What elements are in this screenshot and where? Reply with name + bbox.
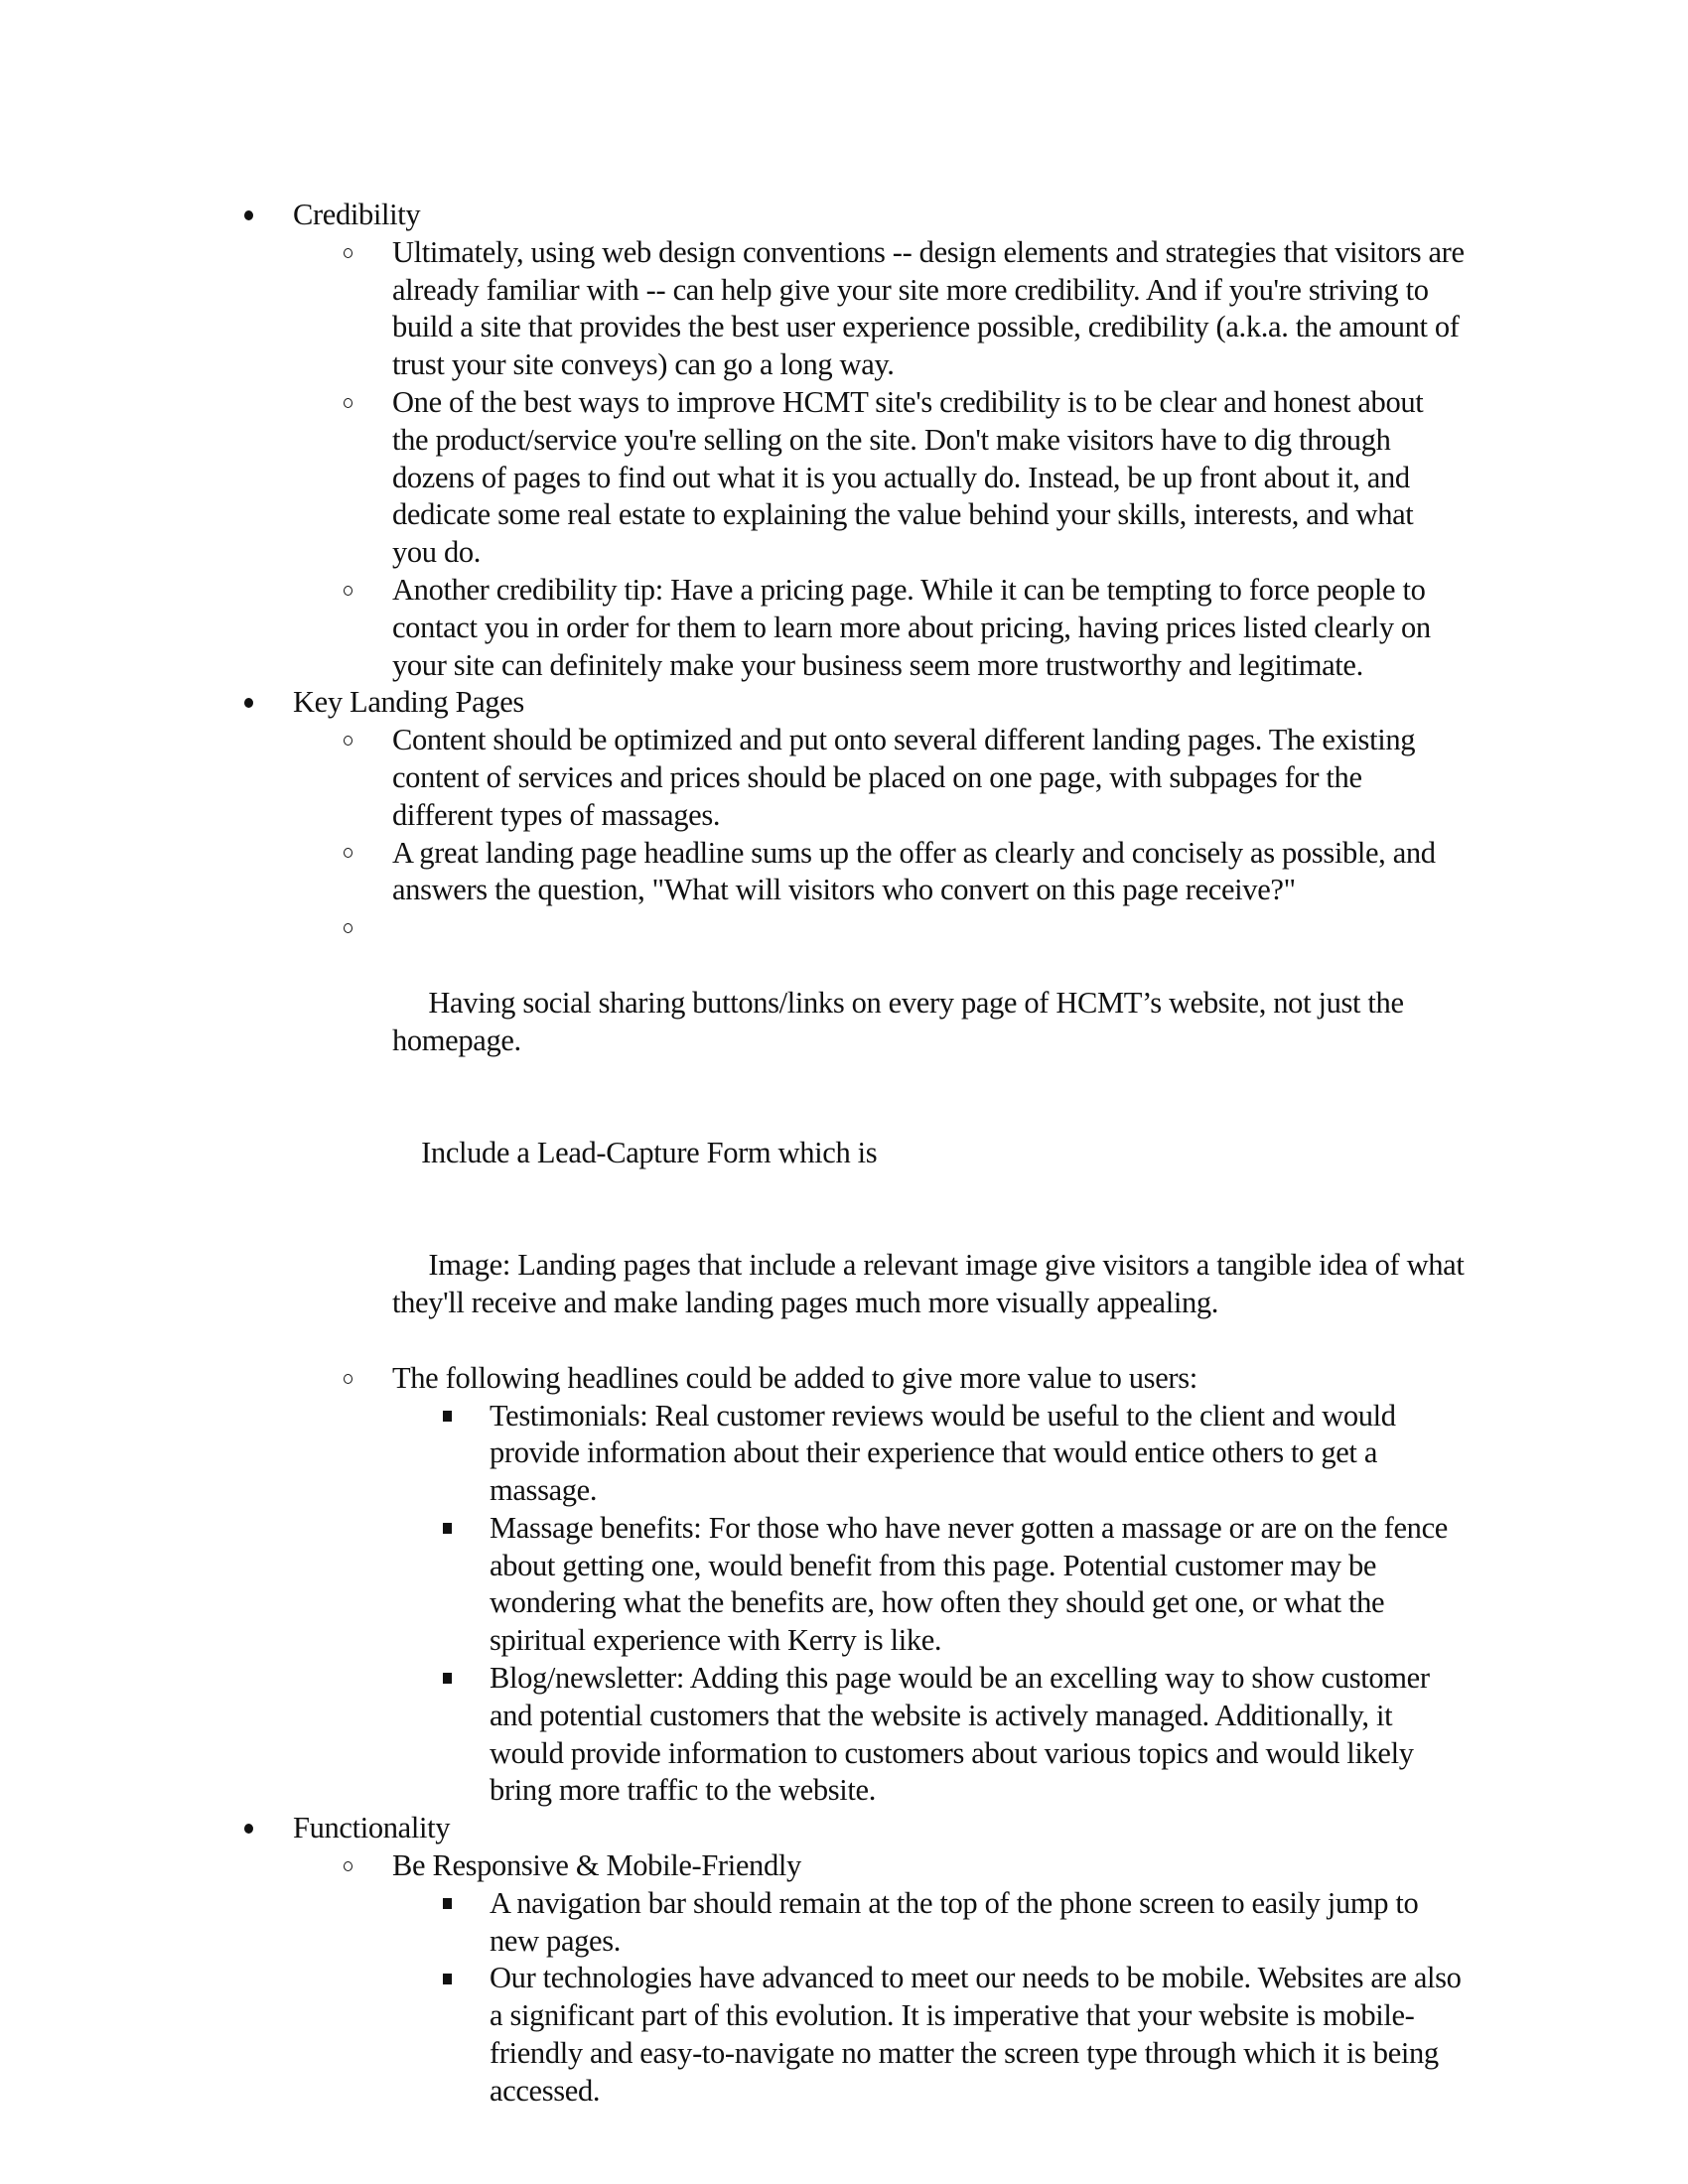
list-item [0, 1360, 1465, 1398]
heading-text: Key Landing Pages [293, 685, 524, 720]
bullet-circle-icon [344, 722, 352, 759]
bullet-circle-icon [344, 1847, 352, 1885]
sub-list-item [0, 1885, 1465, 1961]
bullet-square-icon [443, 1398, 452, 1435]
item-text: The following headlines could be added to give more value to users: [392, 1360, 1197, 1395]
document-page [0, 197, 1688, 2111]
list-item [0, 1847, 1465, 1885]
bullet-square-icon [443, 1660, 452, 1698]
bullet-circle-icon [344, 572, 352, 610]
bullet-circle-icon [344, 384, 352, 422]
section-heading-credibility [0, 197, 1465, 234]
list-item [0, 909, 1465, 1097]
section-heading-key-landing-pages [0, 684, 1465, 722]
heading-text: Credibility [293, 198, 421, 231]
continuation-paragraph [0, 1097, 1465, 1209]
continuation-text: Image: Landing pages that include a relevant image give visitors a tangible idea of what they'll receive and make landing pages much more visually appealing. [392, 1248, 1472, 1320]
section-heading-functionality [0, 1810, 1465, 1847]
item-text: Ultimately, using web design conventions -- design elements and strategies that visitors are already familiar with -- can help give your site more credibility. And if you're striving to build a site that provides the best user experience possible, credibility (a.k.a. the amount of trust your site conveys) can go a long way. [392, 234, 1465, 382]
subitem-text: Our technologies have advanced to meet our needs to be mobile. Websites are also a significant part of this evolution. It is imperative that your website is mobile-friendly and easy-to-navigate no matter the screen type through which it is being accessed. [490, 1961, 1462, 2108]
sub-list-item [0, 1960, 1465, 2110]
list-item [0, 572, 1465, 684]
bullet-circle-icon [344, 234, 352, 272]
sub-list-item [0, 1398, 1465, 1510]
list-item [0, 234, 1465, 384]
sub-list-item [0, 1660, 1465, 1810]
subitem-text: Blog/newsletter: Adding this page would be an excelling way to show customer and potential customers that the website is actively managed. Additionally, it would provide information to customers about various topics and would likely bring more traffic to the website. [490, 1661, 1430, 1808]
bullet-square-icon [443, 1885, 452, 1923]
bullet-circle-icon [344, 835, 352, 873]
heading-text: Functionality [293, 1811, 451, 1845]
subitem-text: A navigation bar should remain at the top of the phone screen to easily jump to new pages. [490, 1885, 1419, 1958]
bullet-disc-icon [244, 197, 253, 234]
subitem-text: Massage benefits: For those who have never gotten a massage or are on the fence about getting one, would benefit from this page. Potential customer may be wondering what the benefits are, how often they should get one, or what the spiritual experience with Kerry is like. [490, 1510, 1448, 1658]
item-text: Content should be optimized and put onto several different landing pages. The existing content of services and prices should be placed on one page, with subpages for the different types of massages. [392, 723, 1416, 832]
continuation-paragraph [0, 1210, 1472, 1360]
item-text: Having social sharing buttons/links on every page of HCMT’s website, not just the homepage. [392, 985, 1411, 1057]
bullet-square-icon [443, 1510, 452, 1548]
item-text: Be Responsive & Mobile-Friendly [392, 1848, 801, 1883]
item-text: A great landing page headline sums up the offer as clearly and concisely as possible, and answers the question, "What will visitors who convert on this page receive?" [392, 835, 1436, 907]
bullet-disc-icon [244, 684, 253, 722]
item-text: One of the best ways to improve HCMT site's credibility is to be clear and honest about the product/service you're selling on the site. Don't make visitors have to dig through dozens of pages to find out what it is you actually do. Instead, be up front about it, and dedicate some real estate to explaining the value behind your skills, interests, and what you do. [392, 384, 1424, 570]
sub-list-item [0, 1510, 1465, 1660]
item-text: Another credibility tip: Have a pricing page. While it can be tempting to force people to contact you in order for them to learn more about pricing, having prices listed clearly on your site can definitely make your business seem more trustworthy and legitimate. [392, 572, 1431, 682]
bullet-disc-icon [244, 1810, 253, 1847]
bullet-circle-icon [344, 909, 352, 947]
subitem-text: Testimonials: Real customer reviews would be useful to the client and would provide information about their experience that would entice others to get a massage. [490, 1398, 1396, 1508]
list-item [0, 835, 1465, 910]
continuation-text: Include a Lead-Capture Form which is [421, 1135, 878, 1169]
list-item [0, 722, 1465, 834]
list-item [0, 384, 1465, 572]
bullet-circle-icon [344, 1360, 352, 1398]
bullet-square-icon [443, 1960, 452, 1997]
